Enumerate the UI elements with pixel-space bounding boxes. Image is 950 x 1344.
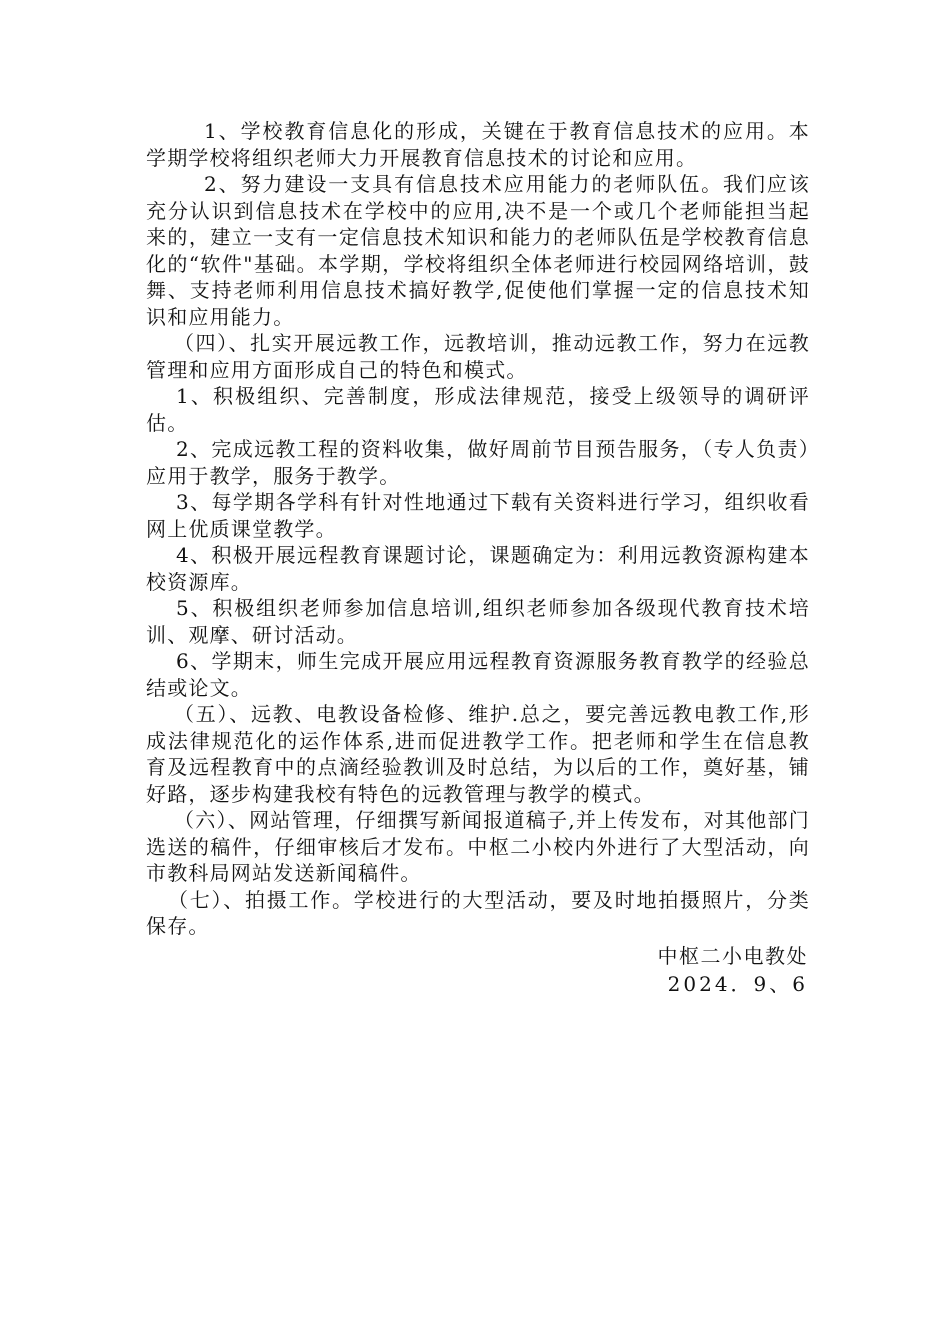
paragraph-section-4: （四）、扎实开展远教工作，远教培训，推动远教工作，努力在远教管理和应用方面形成自己的特色和模式。 xyxy=(146,331,810,382)
paragraph-item-3: 3、每学期各学科有针对性地通过下载有关资料进行学习，组织收看网上优质课堂教学。 xyxy=(146,490,810,541)
paragraph-section-7: （七）、拍摄工作。学校进行的大型活动，要及时地拍摄照片，分类保存。 xyxy=(146,887,810,938)
document-body xyxy=(146,118,810,940)
paragraph-item-5: 5、积极组织老师参加信息培训,组织老师参加各级现代教育技术培训、观摩、研讨活动。 xyxy=(146,596,810,647)
paragraph-1: 1、学校教育信息化的形成，关键在于教育信息技术的应用。本学期学校将组织老师大力开展教育信息技术的讨论和应用。 xyxy=(146,119,810,170)
paragraph-item-1: 1、积极组织、完善制度，形成法律规范，接受上级领导的调研评估。 xyxy=(146,384,810,435)
paragraph-2: 2、努力建设一支具有信息技术应用能力的老师队伍。我们应该充分认识到信息技术在学校中的应用,决不是一个或几个老师能担当起来的，建立一支有一定信息技术知识和能力的老师队伍是学校教育信息化的“软件"基础。本学期，学校将组织全体老师进行校园网络培训，鼓舞、支持老师利用信息技术搞好教学,促使他们掌握一定的信息技术知识和应用能力。 xyxy=(146,172,810,329)
paragraph-section-5: （五）、远教、电教设备检修、维护.总之，要完善远教电教工作,形成法律规范化的运作体系,进而促进教学工作。把老师和学生在信息教育及远程教育中的点滴经验教训及时总结，为以后的工作，奠好基，铺好路，逐步构建我校有特色的远教管理与教学的模式。 xyxy=(146,702,810,806)
signature-block xyxy=(658,942,809,998)
paragraph-section-6: （六）、网站管理，仔细撰写新闻报道稿子,并上传发布，对其他部门选送的稿件，仔细审核后才发布。中枢二小校内外进行了大型活动，向市教科局网站发送新闻稿件。 xyxy=(146,808,810,885)
paragraph-item-2: 2、完成远教工程的资料收集，做好周前节目预告服务，（专人负责）应用于教学，服务于教学。 xyxy=(146,437,810,488)
paragraph-item-6: 6、学期末，师生完成开展应用远程教育资源服务教育教学的经验总结或论文。 xyxy=(146,649,810,700)
signature-office: 中枢二小电教处 xyxy=(657,944,808,968)
signature-date: 2024．9、6 xyxy=(667,972,808,996)
paragraph-item-4: 4、积极开展远程教育课题讨论，课题确定为：利用远教资源构建本校资源库。 xyxy=(146,543,810,594)
